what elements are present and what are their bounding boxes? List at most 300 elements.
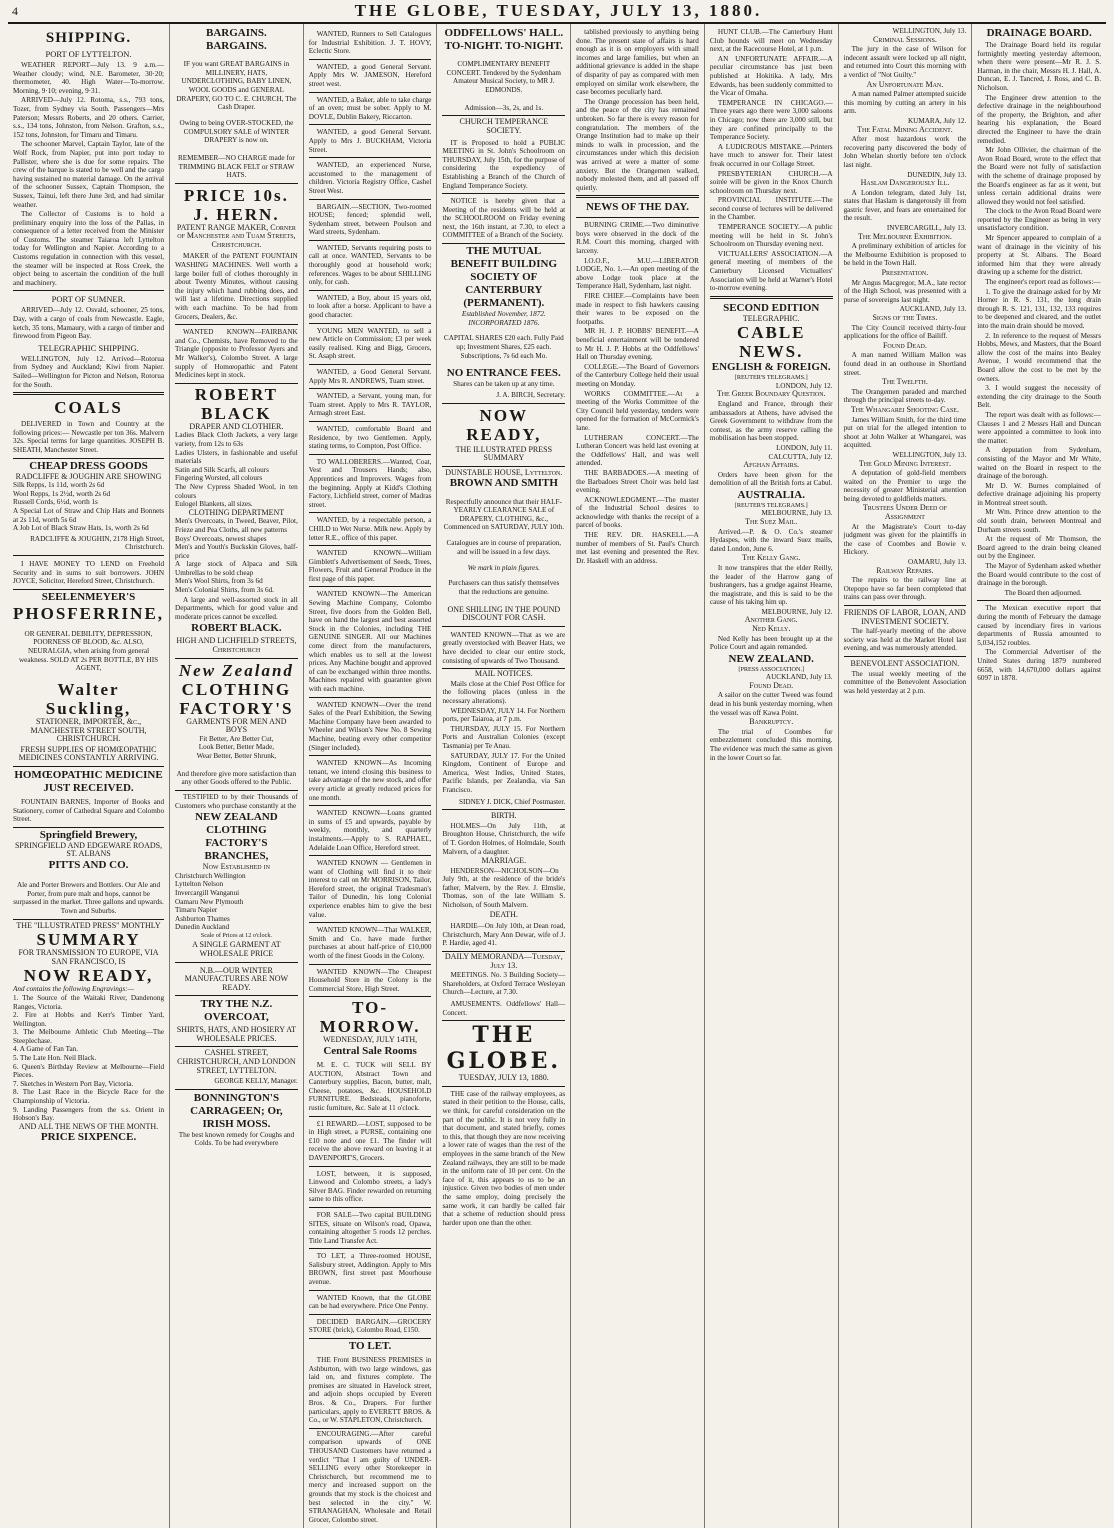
kelly-manager: GEORGE KELLY, Manager. xyxy=(175,1075,298,1090)
trustees-text: At the Magistrate's Court to-day judgment was given for the plaintiffs in the case of Coombes and Bowie v. Hickory. xyxy=(843,522,967,557)
catalogue-line: Catalogues are in course of preparation, and will be issued in a few days. xyxy=(446,539,562,556)
classified-ad: WANTED, a good General Servant. Apply Mrs W. JAMESON, Hereford street west. xyxy=(309,61,432,93)
j-hern-sub: PATENT RANGE MAKER, Corner of Manchester and Tuam Streets, Christchurch. xyxy=(176,222,296,249)
news-item: TEMPERANCE SOCIETY.—A public meeting will be held in St. John's Schoolroom on Thursday evening next. xyxy=(709,223,833,249)
engraving-0: 1. The Source of the Waitaki River, Dandenong Ranges, Victoria. xyxy=(13,993,165,1011)
j-hern-text: MAKER of the PATENT FOUNTAIN WASHING MACHINES. Well worth a large boiler full of clothes thoroughly in about Twenty Minutes, without causing the injury which hand rubbing does, and will last a lifetime. Directions supplied with each machine. To be had from Grocers, Dealers, &c. xyxy=(175,250,298,325)
news-item: COLLEGE.—The Board of Governors of the Canterbury College held their usual meeting on Monday. xyxy=(576,362,699,388)
daily-memoranda-text: MEETINGS. No. 3 Building Society—Shareholders, at Oxford Terrace Wesleyan Church—Lecture, at 7.30. xyxy=(442,971,566,997)
dateline: AUCKLAND, July 13. xyxy=(765,673,833,682)
radcliffe-line-4: A Job Lot of Black Straw Hats, 1s, worth 2s 6d xyxy=(13,524,149,533)
column-6 xyxy=(705,24,839,1528)
town-1: Lyttelton Nelson xyxy=(175,880,224,889)
column-2 xyxy=(170,24,304,1528)
drainage-paragraph: 1. To give the drainage asked for by Mr Horner in R. S. 131, the long drain through R. S. 121, 131, 132, 133 requires to be deepened and cleared, and the outlet into the main drain should be moved. xyxy=(977,287,1101,330)
engraving-6: 7. Sketches in Western Port Bay, Victoria. xyxy=(13,1079,134,1088)
price-10s: PRICE 10s. xyxy=(183,185,289,205)
phosferrine-text: OR GENERAL DEBILITY, DEPRESSION, POORNESS OF BLOOD, &c. ALSO, NEURALGIA, when arising from general weakness. SOLD AT 2s PER BOTTLE, BY HIS AGENT, xyxy=(18,629,159,673)
classified-ad: WANTED, a Baker, able to take charge of an oven; must be sober. Apply to M. DOVLE, Dublin Bakery, Riccarton. xyxy=(309,94,432,126)
twelfth-heading: The Twelfth. xyxy=(881,377,928,387)
english-foreign-heading: ENGLISH & FOREIGN. xyxy=(711,361,831,374)
drainage-paragraph: The Engineer drew attention to the defective drainage in the neighbourhood of the property, the Brighton, and after hearing his explanation, the Board directed the Engineer to have the drain remedied. xyxy=(977,93,1101,145)
pitts-heading: PITTS AND CO. xyxy=(48,858,129,871)
to-let-heading: TO LET. xyxy=(348,1340,392,1353)
found-dead-heading: Found Dead. xyxy=(749,680,794,690)
twelfth-text: The Orangemen paraded and marched through the principal streets to-day. xyxy=(843,387,967,405)
postmaster-signature: SIDNEY J. DICK, Chief Postmaster. xyxy=(442,796,565,811)
shipping-news-2: The Collector of Customs is to hold a preliminary enquiry into the loss of the Pallas, in consequence of a letter received from the Minister of Customs. The steamer Taiaroa left Lyttelton today for Wellington and Napier. According to a Customs regulation in connection with this vessel, the steamer will be inspected at Ross Creek, the object being to ascertain the condition of the hull and machinery. xyxy=(13,210,165,287)
stock-5: Eulogel Blankets, all sizes. xyxy=(175,500,253,509)
admission-line: Admission—3s, 2s, and 1s. xyxy=(442,102,565,117)
dateline: MELBOURNE, July 12. xyxy=(761,607,833,616)
greek-text: England and France, through their ambassadors at Athens, have advised the Greek Government to withdraw from the contest, as the army reserve calling the mobilisation has been stopped. xyxy=(709,400,833,443)
masthead xyxy=(8,0,1106,24)
classified-ad: TO WALLOBERERS.—Wanted, Coat, Vest and Trousers Hands; also, Apprentices and Improvers. Wages from the beginning. Apply at Kidd's Clothing Factory, Lichfield street, corner of Madras street. xyxy=(309,456,432,514)
masthead-spacer xyxy=(1098,4,1102,19)
drainage-adjourned: The Board then adjourned. xyxy=(1004,588,1082,597)
robert-black-signature: ROBERT BLACK. xyxy=(191,622,282,635)
marriage-text: HENDERSON—NICHOLSON—On July 9th, at the residence of the bride's father, Malvern, by the Rev. J. Elmslie, Thomas, son of the late William S. Nicholson, of South Malvern. xyxy=(442,866,566,910)
arrivals-lyttelton: ARRIVED—July 12. Rotoma, s.s., 793 tons, Tozer, from Sydney via South. Passengers—Mrs Paterson; Messrs Roberts, and 20 others. Carrier, s.s., 134 tons, Johnston, from Nelson. Grafton, s.s., 152 tons, Johnston, for Timaru and Timaru. xyxy=(13,96,165,139)
radcliffe-line-0: Silk Repps, 1s 11d, worth 2s 6d xyxy=(13,481,105,490)
news-item: THE BARBADOES.—A meeting of the Barbadoes Street Choir was held last evening. xyxy=(576,468,699,495)
shares-line: Shares can be taken up at any time. xyxy=(453,380,555,389)
classified-ad: WANTED, Runners to Sell Catalogues for Industrial Exhibition. J. T. HOVY, Eclectic Store. xyxy=(309,28,432,60)
town-5: Ashburton Thames xyxy=(175,914,230,923)
clothing-1: Boys' Overcoats, newest shapes xyxy=(175,534,267,543)
j-hern-heading: J. HERN. xyxy=(193,204,280,224)
divider xyxy=(710,296,833,299)
newspaper-title: THE GLOBE, TUESDAY, JULY 13, 1880. xyxy=(354,1,763,20)
lost-ad: LOST, between, it is supposed, Linwood and Colombo streets, a lady's Silver BAG. Finder rewarded on returning same to this office. xyxy=(309,1168,432,1208)
news-of-the-day-heading: NEWS OF THE DAY. xyxy=(585,201,690,214)
classified-ad: WANTED, a Boy, about 15 years old, to look after a horse. Applicant to have a good character. xyxy=(309,292,432,324)
dateline: WELLINGTON, July 13. xyxy=(892,450,967,459)
winter-manufactures: N.B.—OUR WINTER MANUFACTURES ARE NOW READY. xyxy=(175,965,298,997)
benefit-text: COMPLIMENTARY BENEFIT CONCERT. Tendered by the Sydenham Amateur Musical Society, to MR J. EDMONDS. xyxy=(446,60,561,94)
news-item: TEMPERANCE IN CHICAGO.—Three years ago there were 3,000 saloons in Chicago; now there are 3,000 still, but they are confined principally to the Temperance Society. xyxy=(709,98,833,142)
testified-line: TESTIFIED to by their Thousands of Customers who purchase constantly at the xyxy=(175,792,298,810)
melbourne-exhibition-heading: The Melbourne Exhibition. xyxy=(857,231,952,241)
arrivals-sumner: ARRIVED—July 12. Osvald, schooner, 25 tons, Day, with a cargo of coals from Newcastle. Eagle, ketch, 35 tons, Mamaury, with a cargo of timber and firewood from Pigeon Bay. xyxy=(13,306,165,341)
page-number: 4 xyxy=(12,3,19,18)
beaver-hats-ad: WANTED KNOWN—That as we are greatly overstocked with Beaver Hats, we have decided to clear our entire stock, consisting of upwards of Two Thousand. xyxy=(442,629,565,669)
mail-notices-heading: MAIL NOTICES. xyxy=(474,669,533,679)
phosferrine-heading: PHOSFERRINE, xyxy=(13,603,165,623)
divider xyxy=(844,605,967,606)
coals-heading: COALS xyxy=(54,398,123,418)
haslam-text: A London telegram, dated July 1st, states that Haslam is dangerously ill from gastric fever, and fears are entertained for the result. xyxy=(843,188,967,223)
drainage-paragraph: Mr Spencer appeared to complain of a want of drainage in the vicinity of his property at St. Albans. The Board informed him that they were already drawing up a scheme for the district. xyxy=(977,234,1101,277)
classified-ad: WANTED KNOWN—The Cheapest Household Store in the Colony is the Commercial Store, High Street. xyxy=(309,966,432,998)
springfield-heading: Springfield Brewery, xyxy=(39,828,138,841)
now-ready-heading: NOW READY, xyxy=(23,966,154,986)
radcliffe-line-2: Russell Cords, 6½d, worth 1s xyxy=(13,498,98,507)
friends-of-labor-heading: FRIENDS OF LABOR, LOAN, AND INVESTMENT SOCIETY. xyxy=(844,608,966,626)
engraving-3: 4. A Game of Fan Tan. xyxy=(13,1045,79,1054)
engraving-7: 8. The Last Race in the Bicycle Race for the Championship of Victoria. xyxy=(13,1088,165,1106)
premises-ad: THE Front BUSINESS PREMISES in Ashburton, with two large windows, gas laid on, and fixtures complete. The premises are situated in Havelock street, and adjoin shops occupied by Everett Bros. & Co., Drapers. For further particulars, apply to EVERETT BROS. & Co., or W. STAPLETON, Christchurch. xyxy=(309,1354,432,1429)
illustrated-press-summary: THE ILLUSTRATED PRESS SUMMARY xyxy=(442,444,565,467)
dateline: LONDON, July 11. xyxy=(776,443,833,452)
dateline: WELLINGTON, July 13. xyxy=(892,27,967,35)
classified-ad: WANTED, Servants requiring posts to call at once. WANTED, Servants to be thoroughly good at household work; references. Wages to be about SHILLING only, for cash. xyxy=(309,242,432,291)
homeopathic-heading: HOMŒOPATHIC MEDICINE JUST RECEIVED. xyxy=(14,769,163,794)
classified-ad: WANTED, a Good General Servant. Apply Mrs R. ANDREWS, Tuam street. xyxy=(309,366,432,389)
classified-ad: WANTED KNOWN—As Incoming tenant, we intend closing this business to take advantage of the new stock, and offer every article at greatly reduced prices for one month. xyxy=(309,757,432,806)
criminal-sessions-text: The jury in the case of Wilson for indecent assault were locked up all night, and returned into Court this morning with a verdict of "Not Guilty." xyxy=(843,45,967,79)
draper-clothier: DRAPER AND CLOTHIER. xyxy=(189,421,284,431)
new-zealand-heading: New Zealand xyxy=(178,660,294,680)
tomorrow-date: WEDNESDAY, JULY 14TH, xyxy=(323,1035,418,1045)
cashel-line: CASHEL STREET, CHRISTCHURCH, AND LONDON STREET, LYTTELTON. xyxy=(177,1048,296,1075)
whangarei-text: James William Smith, for the third time put on trial for the alleged intention to shoot at John Walker at Whangarei, was acquitted. xyxy=(843,415,967,450)
kelly-heading: The Kelly Gang. xyxy=(742,553,801,563)
classified-ad: WANTED, a good General Servant. Apply to Mrs J. BUCKHAM, Victoria Street. xyxy=(309,126,432,158)
radcliffe-heading: RADCLIFFE & JOUGHIN ARE SHOWING xyxy=(15,471,162,481)
news-item: LUTHERAN CONCERT.—The Lutheran Concert was held last evening at the Oddfellows' Hall, and was well attended. xyxy=(576,433,699,468)
drainage-paragraph: Mr John Ollivier, the chairman of the Avon Road Board, wrote to the effect that the Board were not fully of satisfaction with the scheme of drainage proposed by the Board's engineer as far as it went, but unless certain additional drains were allowed they would not feel satisfied. xyxy=(977,146,1101,206)
globe-date: TUESDAY, JULY 13, 1880. xyxy=(458,1073,549,1083)
bargains-intro: IF you want GREAT BARGAINS in MILLINERY, HATS, UNDERCLOTHING, BABY LINEN, WOOL GOODS and GENERAL DRAPERY, GO TO C. E. CHURCH, The Cash Draper. xyxy=(176,60,297,112)
mail-intro: Mails close at the Chief Post Office for the following places (unless in the necessary alterations). xyxy=(442,679,566,705)
dateline: OAMARU, July 13. xyxy=(907,558,967,567)
press-association-line: [PRESS ASSOCIATION.] xyxy=(738,665,805,673)
whangarei-heading: The Whangarei Shooting Case. xyxy=(850,404,959,414)
drainage-paragraph: The Mayor of Sydenham asked whether the Board would contribute to the cost of drainage in the borough. xyxy=(977,562,1101,588)
classified-ad: WANTED, comfortable Board and Residence, by two Gentlemen. Apply, stating terms, to Compton, Post Office. xyxy=(309,423,432,455)
wellington-shipping: WELLINGTON, July 12. Arrived—Rotorua from Sydney and Auckland; Kiwi from Napier. Sailed—Wellington for Picton and Nelson, Rotorua for the South. xyxy=(13,354,165,389)
bonnington-text: The best known remedy for Coughs and Colds. To be had everywhere xyxy=(178,1130,295,1148)
dateline: LONDON, July 12. xyxy=(775,381,833,390)
radcliffe-signature: RADCLIFFE & JOUGHIN, 2178 High Street, Christchurch. xyxy=(13,533,164,556)
railway-repairs-text: The repairs to the railway line at Otepopo have so far been completed that trains can pass over through. xyxy=(843,576,967,602)
fresh-supplies: FRESH SUPPLIES OF HOMŒOPATHIC MEDICINES CONSTANTLY ARRIVING. xyxy=(13,744,164,767)
divider xyxy=(576,195,699,198)
bargains-heading: BARGAINS. BARGAINS. xyxy=(205,27,267,52)
fit-line-0: Fit Better, Are Better Cut, xyxy=(199,734,274,743)
robert-black-heading: ROBERT BLACK xyxy=(194,384,278,423)
central-sale-rooms: Central Sale Rooms xyxy=(323,1045,417,1057)
bankruptcy-heading: Bankruptcy. xyxy=(749,717,794,727)
fatal-mining-heading: The Fatal Mining Accident. xyxy=(857,124,953,134)
mail-item-2: SATURDAY, JULY 17. For the United Kingdom, Continent of Europe and America, West Indies, United States, Pacific Islands, per Zealandia, via San Francisco. xyxy=(442,751,566,794)
benevolent-heading: BENEVOLENT ASSOCIATION. xyxy=(850,658,960,668)
ned-kelly-text: Ned Kelly has been brought up at the Police Court and again remanded. xyxy=(709,634,833,652)
divider xyxy=(844,656,967,657)
to-let-house-ad: TO LET, a Three-roomed HOUSE, Salisbury street, Addington. Apply to Mrs BROWN, first street past Moorhouse avenue. xyxy=(309,1250,432,1290)
dateline: KUMARA, July 12. xyxy=(907,116,967,125)
news-item: I.O.O.F., M.U.—LIBERATOR LODGE, No. 1.—An open meeting of the above Lodge took place at the Temperance Hall, Sydenham, last night. xyxy=(576,256,699,291)
birth-heading: BIRTH. xyxy=(491,811,517,821)
criminal-sessions-heading: Criminal Sessions. xyxy=(873,34,937,44)
shipping-news-1: The schooner Marvel, Captain Taylor, late of the Wolf Rock, from Napier, put into port today to Pallister, where she is due for some repairs. The crew of the barque is stated to be well and the cargo having sustained no material damage. On the arrival of the schooner Sussex, Captain Thompson, the Sussex, Tainui, left there June 3rd, and had similar weather. xyxy=(13,140,165,209)
globe-title: THE GLOBE. xyxy=(446,1022,562,1075)
established-line: Established November, 1872. INCORPORATED 1876. xyxy=(461,310,546,327)
column-1 xyxy=(8,24,170,1528)
classified-ad: WANTED KNOWN—Loans granted in sums of £5 and upwards, payable by weekly, monthly, and quarterly instalments.—Apply to S. RAPHAEL, Adelaide Loan Office, Hereford street. xyxy=(309,807,432,856)
death-heading: DEATH. xyxy=(489,909,518,919)
port-sumner-heading: PORT OF SUMNER. xyxy=(51,294,126,305)
drainage-paragraph: Mr D. W. Burnes complained of defective drainage adjoining his property in Montreal street south. xyxy=(977,481,1101,507)
decided-bargain-ad: DECIDED BARGAIN.—GROCERY STORE (brick), Colombo Road, £150. xyxy=(309,1316,432,1339)
dunstable-house: DUNSTABLE HOUSE, Lyttelton. xyxy=(445,467,563,477)
tonight-line: TO-NIGHT. TO-NIGHT. xyxy=(444,40,564,52)
stock-3: Fingering Worsted, all colours xyxy=(175,474,263,483)
unfortunate-text: A man named Palmer attempted suicide this morning by cutting an artery in his arm. xyxy=(843,90,967,116)
engraving-2: 3. The Melbourne Athletic Club Meeting—The Steeplechase. xyxy=(13,1028,165,1045)
news-item: PROVINCIAL INSTITUTE.—The second course of lectures will be delivered in the Chamber. xyxy=(709,196,833,222)
church-temperance-heading: CHURCH TEMPERANCE SOCIETY. xyxy=(459,117,549,135)
news-item: VICTUALLERS' ASSOCIATION.—A general meeting of members of the Canterbury Licensed Victuallers' Association will be held at Warner's Hotel to-morrow evening. xyxy=(709,249,833,293)
orange-procession: The Orange procession has been held, and the peace of the city has remained unbroken. So far there is every reason for congratulation. The members of the Orange Institution had to make up their minds to walk in procession, and the circumstances under which this decision was arrived at were a matter of some anxiety. But the Orangemen walked, nobody molested them, and all passed off quietly. xyxy=(576,97,699,192)
leader-article: THE case of the railway employees, as stated in their petition to the House, calls, we think, for careful consideration on the part of the public. It is not very fully in that document, and stated briefly, comes to this, that though they are now receiving a lower rate of wages than the rest of the employees in the same branch of the New Zealand railways, they are still to be made in the uniform rate of 10 per cent. On the face of it, this appears to us to be an injustice. Given two bodies of men under the same employ, doing precisely the same work, it can hardly be called fair that a scheme of reduction should press harder upon one than the other. xyxy=(442,1089,566,1227)
drainage-paragraph: The report was dealt with as follows:— Clauses 1 and 2 Messrs Hall and Duncan were appointed a committee to look into the matter. xyxy=(977,410,1101,445)
shirts-line: SHIRTS, HATS, AND HOSIERY AT WHOLESALE PRICES. xyxy=(175,1024,298,1047)
column-8 xyxy=(972,24,1106,1528)
afghan-text: Orders have been given for the demolition of all the British forts at Cabul. xyxy=(709,470,833,488)
suez-heading: The Suez Mail. xyxy=(745,516,798,526)
plain-figures: We mark in plain figures. xyxy=(467,563,540,572)
birch-signature: J. A. BIRCH, Secretary. xyxy=(442,389,565,404)
weather-report: WEATHER REPORT—July 13. 9 a.m.—Weather cloudy; wind, N.E. Barometer, 30·20; thermometer, 40. High Water—To-morrow. Morning, 9·10; evening, 9·31. xyxy=(13,61,165,95)
news-item: AN UNFORTUNATE AFFAIR.—A peculiar circumstance has just been published at Hokitika. A lady, Mrs Edwards, has been suddenly committed to the Vicar of Omaha. xyxy=(709,54,833,98)
town-6: Dunedin Auckland xyxy=(175,923,230,932)
fit-line-1: Look Better, Better Made, xyxy=(198,743,275,752)
marriage-heading: MARRIAGE. xyxy=(481,856,527,866)
engraving-8: 9. Landing Passengers from the s.s. Orient in Hobson's Bay. xyxy=(13,1105,165,1123)
reuter-line: [REUTER'S TELEGRAMS.] xyxy=(734,374,808,382)
contents-intro: And contains the following Engravings:— xyxy=(13,985,134,994)
fairbank-ad: WANTED KNOWN—FAIRBANK and Co., Chemists, have Removed to the Triangle (opposite to Professor Ayers and Mr Walker's), Colombo Street. A large supply of Homœopathic and Patent Medicines kept in stock. xyxy=(175,326,298,384)
classified-ad: WANTED, an experienced Nurse, accustomed to the management of children. Victoria Registry Office, Cashel Street West. xyxy=(309,159,432,199)
oddfellows-heading: ODDFELLOWS' HALL. xyxy=(444,27,564,39)
meeting-notice: NOTICE is hereby given that a Meeting of the residents will be held at the SCHOOLROOM on Friday evening next, the 16th instant, at 7.30, to elect a COMMITTEE of a Branch of the Society. xyxy=(442,195,565,244)
news-item: MR H. J. P. HOBBS' BENEFIT.—A beneficial entertainment will be tendered to Mr H. J. P. Hobbs at the Oddfellows' Hall on Thursday evening. xyxy=(576,327,699,362)
column-3 xyxy=(304,24,438,1528)
benevolent-text: The usual weekly meeting of the committee of the Benevolent Association was held yesterday at 2 p.m. xyxy=(843,669,967,695)
daily-memoranda-heading: DAILY MEMORANDA—Tuesday, July 13. xyxy=(444,952,563,970)
garments-line: GARMENTS FOR MEN AND BOYS xyxy=(186,716,287,735)
coals-ad: DELIVERED in Town and Country at the following prices:— Newcastle per ton 36s. Malvern 32s. Special terms for large quantities. JOSEPH B. SHEATH, Manchester Street. xyxy=(13,418,164,458)
greek-heading: The Greek Boundary Question. xyxy=(716,389,826,399)
radcliffe-line-3: A Special Lot of Straw and Chip Hats and Bonnets at 2s 11d, worth 5s 6d xyxy=(13,506,165,524)
cheap-dress-heading: CHEAP DRESS GOODS xyxy=(29,459,148,472)
drainage-board-heading: DRAINAGE BOARD. xyxy=(986,27,1092,39)
robert-black-address: HIGH AND LICHFIELD STREETS, Christchurch xyxy=(175,635,298,658)
classified-ad: WANTED KNOWN—That WALKER, Smith and Co. have made further purchases at about half-price of £10,000 worth of the finest Goods in the Colony. xyxy=(309,924,432,964)
shipping-heading: SHIPPING. xyxy=(45,30,132,46)
birth-text: HOLMES—On July 11th, at Broughton House, Christchurch, the wife of T. Gordon Holmes, of Holmdale, South Malvern, of a daughter. xyxy=(442,821,566,856)
dateline: DUNEDIN, July 13. xyxy=(907,170,967,179)
town-0: Christchurch Wellington xyxy=(175,871,246,880)
engraving-1: 2. Fire at Hobbs and Kerr's Timber Yard, Wellington. xyxy=(13,1011,165,1028)
reward-ad: £1 REWARD.—LOST, supposed to be in High street, a PURSE, containing one £10 note and one £1. The finder will receive the above reward on leaving it at DAVENPORT'S, Grocers. xyxy=(309,1118,432,1167)
presentation-text: Mr Angus Macgregor, M.A., late rector of the High School, was presented with a purse of sovereigns last night. xyxy=(843,278,967,304)
price-sixpence: PRICE SIXPENCE. xyxy=(40,1131,137,1144)
clothing-0: Men's Overcoats, in Tweed, Beaver, Pilot, Frieze and Pea Cloths, all new patterns xyxy=(175,517,298,534)
classified-ad: WANTED KNOWN—Over the trend Sales of the Pearl Exhibition, the Sewing Machine Company have been awarded to Wheeler and Wilson's New No. 8 Sewing Machine, beating every other competitor (Singer included). xyxy=(309,699,432,757)
transmission-line: FOR TRANSMISSION TO EUROPE, VIA SAN FRANCISCO, IS xyxy=(18,948,159,966)
drainage-paragraph: 2. In reference to the request of Messrs Hobbs, Mews, and Masters, that the Board allow the cost of the mains into Bealey Avenue, I would recommend that the Board allow the cost to be met by the owners. xyxy=(977,331,1101,383)
new-zealand-heading: NEW ZEALAND. xyxy=(728,652,814,665)
dateline: CALCUTTA, July 12. xyxy=(768,452,833,461)
news-item: HUNT CLUB.—The Canterbury Hunt Club hounds will meet on Wednesday next, at the Racecourse Hotel, at 1 p.m. xyxy=(709,28,833,54)
found-dead-heading: Found Dead. xyxy=(882,340,927,350)
clothing-5: Men's Colonial Shirts, from 3s 6d. xyxy=(175,586,274,595)
globe-ad: WANTED Known, that the GLOBE can be had everywhere. Price One Penny. xyxy=(309,1292,432,1315)
classified-ad: WANTED KNOWN — Gentlemen in want of Clothing will find it to their interest to call on Mr MORRISON, Tailor, Hereford street, the original Tradesman's Tailor of Dunedin, his long Colonial experience enables him to give the best value. xyxy=(309,857,432,923)
dateline: INVERCARGILL, July 13. xyxy=(886,224,967,233)
port-lyttelton-heading: PORT OF LYTTELTON. xyxy=(45,49,132,59)
seelenmeyer-heading: SEELENMEYER'S xyxy=(41,590,136,603)
drainage-paragraph: The clock to the Avon Road Board were reported by the Engineer as being in very unsatisfactory condition. xyxy=(977,207,1101,233)
drainage-paragraph: A deputation from Sydenham, consisting of the Mayor and Mr White, waited on the Board in respect to the drainage of the borough. xyxy=(977,446,1101,481)
amusements: AMUSEMENTS. Oddfellows' Hall—Concert. xyxy=(442,998,565,1021)
presentation-heading: Presentation. xyxy=(881,268,929,278)
clothing-dept-heading: CLOTHING DEPARTMENT xyxy=(188,507,285,517)
remember-line: REMEMBER—NO CHARGE made for TRIMMING BLACK FELT or STRAW HATS. xyxy=(175,152,298,184)
news-item: ACKNOWLEDGMENT.—The master of the Industrial School desires to acknowledge with thanks the receipt of a parcel of books. xyxy=(576,495,699,530)
divider xyxy=(442,1086,565,1087)
melbourne-exhibition-text: A preliminary exhibition of articles for the Melbourne Exhibition is proposed to be held in the Town Hall. xyxy=(843,242,967,268)
bankruptcy-text: The trial of Coombes for embezzlement concluded this morning. The evidence was much the same as given in the lower Court so far. xyxy=(709,727,833,762)
drainage-paragraph: At the request of Mr Thomson, the Board agreed to the drain being cleaned out by the Engineer. xyxy=(977,535,1101,561)
stock-4: The New Cypress Shaded Wool, in ten colours xyxy=(175,482,298,500)
friends-of-labor-text: The half-yearly meeting of the above society was held at the Market Hotel last evening, and was numerously attended. xyxy=(843,627,967,653)
news-item: BURNING CRIME.—Two diminutive boys were observed in the dock of the R.M. Court this morning, charged with larceny. xyxy=(576,221,699,256)
another-gang-heading: Another Gang. xyxy=(744,615,798,625)
fit-line-2: Wear Better, Better Shrunk, xyxy=(196,752,277,760)
illustrated-press-heading: THE "ILLUSTRATED PRESS" MONTHLY xyxy=(16,920,161,930)
column-4 xyxy=(437,24,571,1528)
try-overcoat: TRY THE N.Z. OVERCOAT, xyxy=(200,998,273,1024)
tuck-auction: M. E. C. TUCK will SELL BY AUCTION, Abstract Town and Canterbury supplies, Bacon, butter, malt, Cheese, potatoes, &c. HOUSEHOLD FURNITURE. Bedsteads, pianoforte, rustic furniture, &c. Sale at 11 o'clock. xyxy=(309,1059,432,1117)
stock-0: Ladies Black Cloth Jackets, a very large variety, from 12s to 63s xyxy=(175,431,298,448)
reuter-line: [REUTER'S TELEGRAMS.] xyxy=(734,501,808,509)
discount-line: ONE SHILLING IN THE POUND DISCOUNT FOR CASH. xyxy=(442,604,565,627)
fountain-barnes-ad: FOUNTAIN BARNES, Importer of Books and Stationery, corner of Cathedral Square and Colombo Street. xyxy=(13,796,164,828)
drainage-paragraph: The engineer's report read as follows:— xyxy=(985,278,1101,287)
news-item: FIRE CHIEF.—Complaints have been made in respect to fish hawkers causing their wares to be exposed on the footpaths. xyxy=(576,292,699,326)
haslam-heading: Haslam Dangerously Ill. xyxy=(860,178,950,188)
no-entrance-fees: NO ENTRANCE FEES. xyxy=(446,367,561,380)
mail-item-0: WEDNESDAY, JULY 14. For Northern ports, per Taiaroa, at 7 p.m. xyxy=(442,706,566,724)
telegraphic-shipping-heading: TELEGRAPHIC SHIPPING. xyxy=(38,342,139,353)
clothing-2: Men's and Youth's Buckskin Gloves, half-price xyxy=(175,543,298,560)
found-dead-text: A man named William Mallon was found dead in an outhouse in Shortland street. xyxy=(843,351,967,377)
walter-suckling-sub: STATIONER, IMPORTER, &c., MANCHESTER STREET SOUTH, CHRISTCHURCH. xyxy=(30,717,147,744)
news-item: PRESBYTERIAN CHURCH.—A soirée will be given in the Knox Church schoolroom on Thursday next. xyxy=(709,169,833,195)
money-to-lend-ad: I HAVE MONEY TO LEND on Freehold Security and in sums to suit borrowers. JOHN JOYCE, Solicitor, Hereford Street, Christchurch. xyxy=(13,558,164,590)
classified-ad: WANTED, a Servant, young man, for Tuam street. Apply to Mrs R. TAYLOR, Armagh street East. xyxy=(309,390,432,422)
leader-continued: tablished previously to anything being done. The present state of affairs is hard enough as it is on employers with small incomes and large families, but when an additional grievance is added in the shape of disparity of pay as compared with men employed on similar work elsewhere, the case becomes peculiarly hard. xyxy=(576,28,699,97)
mail-item-1: THURSDAY, JULY 15. For Northern Ports and Australian Colonies (except Tasmania) per Te Anau. xyxy=(442,724,566,750)
second-edition-heading: SECOND EDITION xyxy=(723,301,820,314)
classified-ad: YOUNG MEN WANTED, to sell a new Article on Commission; £3 per week easily realised. King and Bigg, Grocers, St. Asaph street. xyxy=(309,325,432,365)
gold-mining-heading: The Gold Mining Interest. xyxy=(858,458,951,468)
drainage-paragraph: 3. I would suggest the necessity of extending the city drainage to the South Belt. xyxy=(977,384,1101,410)
encouraging-ad: ENCOURAGING.—After careful comparison upwards of ONE THOUSAND Customers have returned a verdict "That I am guilty of UNDER-SELLING every other Storekeeper in Christchurch, but recommend me to mercy and increased support on the grounds that my stock is the choicest and best selected in the city." W. STRANAGHAN, Wholesale and Retail Grocer, Colombo street. xyxy=(308,1429,432,1524)
clothing-factory-heading: CLOTHING FACTORY'S xyxy=(179,679,294,718)
gold-mining-text: A deputation of gold-field members waited on the Premier to urge the necessity of greater Ministerial attention being devoted to goldfields matters. xyxy=(843,469,967,503)
classified-ad: WANTED KNOWN—William Gimblett's Advertisement of Seeds, Trees, Flowers, Fruit and General Produce in the first page of this paper. xyxy=(309,547,432,587)
divider xyxy=(576,217,699,218)
clothing-4: Men's Wool Shirts, from 3s 6d xyxy=(175,577,263,586)
news-item: A LUDICROUS MISTAKE.—Printers have much to answer for. Their latest freak occurred in our Collage Street. xyxy=(709,142,833,168)
for-sale-ad: FOR SALE—Two capital BUILDING SITES, situate on Wilson's road, Opawa, containing altogether 5 roods 12 perches. Title Land Transfer Act. xyxy=(309,1209,432,1249)
divider xyxy=(977,600,1101,601)
stock-2: Satin and Silk Scarfs, all colours xyxy=(175,465,269,474)
stock-1: Ladies Ulsters, in fashionable and useful materials xyxy=(175,448,298,466)
suez-text: Arrived.—P. & O. Co.'s steamer Hydaspes, with the inward Suez mails, dated London, June 6. xyxy=(709,527,833,553)
purchasers-line: Purchasers can thus satisfy themselves that the reductions are genuine. xyxy=(448,579,560,596)
tomorrow-heading: TO-MORROW. xyxy=(319,998,421,1037)
divider xyxy=(13,392,164,395)
brown-smith-heading: BROWN AND SMITH xyxy=(449,477,558,490)
town-4: Timaru Napier xyxy=(175,906,218,915)
classified-ad: WANTED, by a respectable person, a CHILD to Wet Nurse. Milk new. Apply by letter R.E., office of this paper. xyxy=(309,514,432,546)
unfortunate-heading: An Unfortunate Man. xyxy=(866,79,944,89)
column-5 xyxy=(571,24,705,1528)
single-garment: A SINGLE GARMENT AT WHOLESALE PRICE xyxy=(175,939,298,962)
now-ready-heading: NOW READY, xyxy=(466,405,542,444)
dateline: AUCKLAND, July 13. xyxy=(899,305,967,314)
news-item: WORKS COMMITTEE.—At a meeting of the Works Committee of the City Council held yesterday, tenders were opened for the formation of McCormick's lane. xyxy=(576,389,699,432)
brown-smith-text: Respectfully announce that their HALF-YEARLY CLEARANCE SALE of DRAPERY, CLOTHING, &c., Commenced on SATURDAY, JULY 10th. xyxy=(443,497,564,532)
pitts-text: Ale and Porter Brewers and Bottlers. Our Ale and Porter, from pure malt and hops, cannot be surpassed in the market. Three gallons and upwards. Town and Suburbs. xyxy=(13,879,164,919)
misc-paragraph: The Mexican executive report that during the month of February the damage caused by incendiary fires in various departments of Russia amounted to 5,034,152 roubles. xyxy=(977,604,1101,647)
classified-ad: WANTED KNOWN—The American Sewing Machine Company, Colombo Street, five doors from the Golden Bell, have on hand the largest and best assorted Stock in the Colonies, including THE GENUINE SINGER. All our Machines come direct from the manufacturers, which enables us to sell at the lowest prices. Any Machine bought and approved of can be exchanged within three months. Machines repaired with guarantee given with each machine. xyxy=(309,588,432,697)
engraving-5: 6. Queen's Birthday Review at Melbourne—Field Pieces. xyxy=(13,1062,165,1080)
walter-suckling-heading: Walter Suckling, xyxy=(45,680,132,719)
satisfaction-line: And therefore give more satisfaction than any other Goods offered to the Public. xyxy=(175,768,298,791)
misc-paragraph: The Commercial Advertiser of the United States during 1879 numbered 6658, with 14,670,000 dollars against 6097 in 1878. xyxy=(977,648,1101,683)
town-2: Invercargill Wanganui xyxy=(175,888,240,897)
overstocked: Owing to being OVER-STOCKED, the COMPULSORY SALE of WINTER DRAPERY is now on. xyxy=(179,118,294,145)
capital-shares: CAPITAL SHARES £20 each. Fully Paid up; Investment Shares, £25 each. Subscriptions, 7s 6d each Mo. xyxy=(443,334,564,360)
established-line: Now Established in xyxy=(202,862,270,872)
death-text: HARDIE—On July 10th, at Dean road, Christchurch, Mary Ann Dewar, wife of J. P. Hardie, aged 41. xyxy=(442,920,565,952)
kelly-text: It now transpires that the elder Reilly, the leader of the Harrow gang of bushrangers, has a grudge against Hearne, the magistrate, and this is said to be the cause of his taking him up. xyxy=(709,563,833,607)
church-temperance-text: IT is Proposed to hold a PUBLIC MEETING in St. John's Schoolroom on THURSDAY, July 15th, for the purpose of considering the expediency of Establishing a Branch of the Church of England Temperance Society. xyxy=(442,137,565,195)
cable-news-heading: CABLE NEWS. xyxy=(736,323,806,362)
railway-repairs-heading: Railway Repairs. xyxy=(876,565,934,575)
drainage-paragraph: The Drainage Board held its regular fortnightly meeting yesterday afternoon, when there were present—Mr R. J. S. Harman, in the chair, Messrs H. J. Hall, A. Duncan, E. J. Tancred, J. Ross, and C. B. Nicholson. xyxy=(977,41,1101,92)
bonnington-heading: BONNINGTON'S CARRAGEEN; Or, IRISH MOSS. xyxy=(190,1091,283,1130)
ned-kelly-heading: Ned Kelly. xyxy=(752,624,791,634)
summary-heading: SUMMARY xyxy=(36,930,141,950)
springfield-sub: SPRINGFIELD AND EDGEWARE ROADS, ST. ALBANS xyxy=(14,840,163,859)
engraving-4: 5. The Late Hon. Neil Black. xyxy=(13,1054,97,1063)
afghan-heading: Afghan Affairs. xyxy=(743,460,800,470)
signs-heading: Signs of the Times. xyxy=(872,313,938,322)
dateline: MELBOURNE, July 13. xyxy=(761,509,833,518)
telegraphic-heading: TELEGRAPHIC. xyxy=(742,313,800,323)
nzcf-branches: NEW ZEALAND CLOTHING FACTORY'S BRANCHES, xyxy=(195,811,278,863)
drainage-paragraph: Mr Wm. Prince drew attention to the old south drain, between Montreal and Durham streets south. xyxy=(977,508,1101,534)
column-7 xyxy=(839,24,973,1528)
signs-text: The City Council received thirty-four applications for the office of Bailiff. xyxy=(843,323,967,341)
mutual-benefit-heading: THE MUTUAL BENEFIT BUILDING SOCIETY OF CANTERBURY (PERMANENT). xyxy=(450,245,558,310)
all-news-line: AND ALL THE NEWS OF THE MONTH. xyxy=(18,1121,159,1131)
column-grid xyxy=(8,24,1106,1524)
clothing-3: A large stock of Alpaca and Silk Umbrellas to be sold cheap xyxy=(175,560,298,577)
found-dead-text: A sailor on the cutter Tweed was found dead in his bunk yesterday morning, when the vessel was off Kawa Point. xyxy=(709,691,833,717)
news-item: THE REV. DR. HASKELL.—A number of members of St. Paul's Church met last evening and presented the Rev. Dr. Haskell with an address. xyxy=(576,531,699,565)
fatal-mining-text: After most hazardous work the recovering party discovered the body of John Whelan shortly before ten o'clock last night. xyxy=(843,135,967,169)
town-3: Oamaru New Plymouth xyxy=(175,897,244,906)
